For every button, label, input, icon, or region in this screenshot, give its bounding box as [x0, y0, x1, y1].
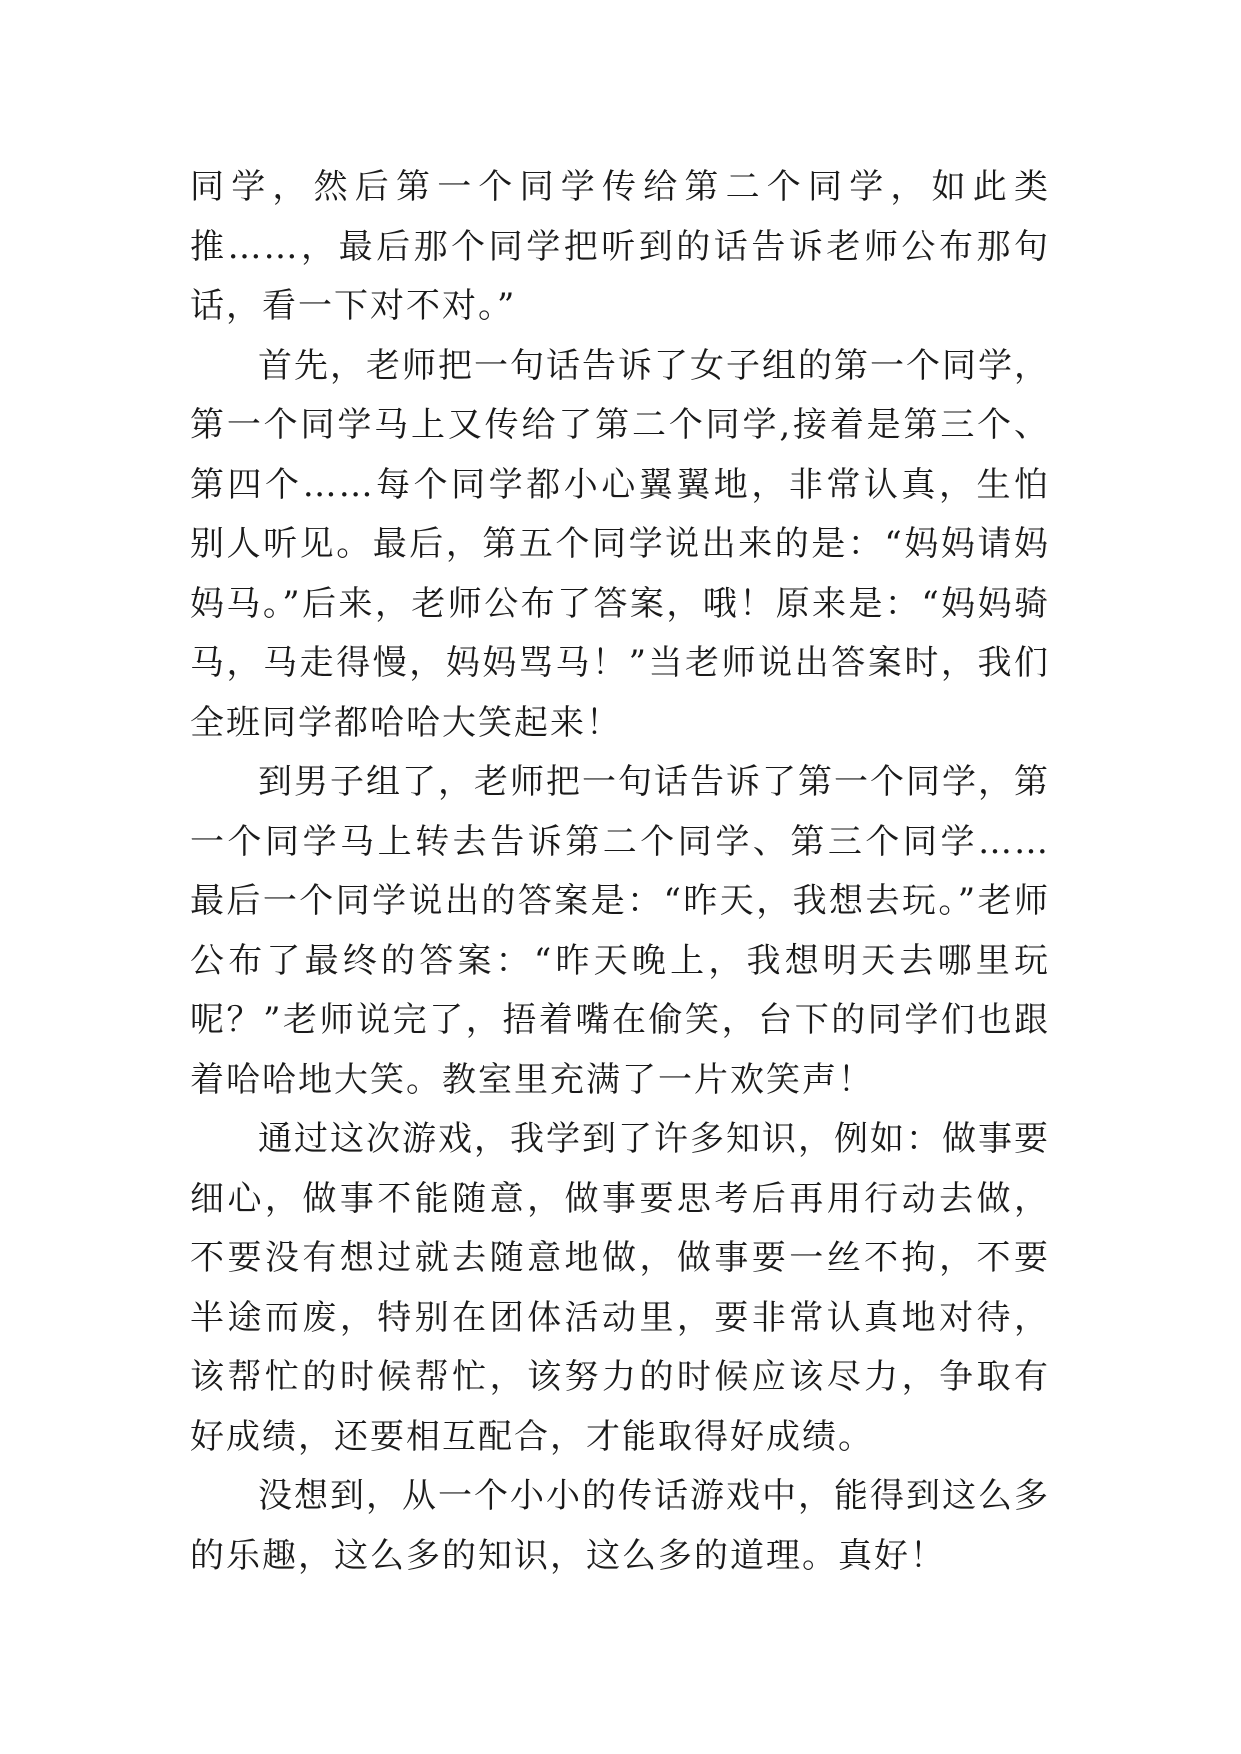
paragraph-conclusion: 没想到，从一个小小的传话游戏中，能得到这么多的乐趣，这么多的知识，这么多的道理。真好！ — [190, 1476, 1050, 1576]
document-body — [190, 158, 1050, 1586]
paragraph-girls-group: 首先，老师把一句话告诉了女子组的第一个同学，第一个同学马上又传给了第二个同学,接着是第三个、第四个……每个同学都小心翼翼地，非常认真，生怕别人听见。最后，第五个同学说出来的是：“妈妈请妈妈马。”后来，老师公布了答案，哦！原来是：“妈妈骑马，马走得慢，妈妈骂马！”当老师说出答案时，我们全班同学都哈哈大笑起来！ — [190, 345, 1050, 743]
paragraph-continuation: 同学，然后第一个同学传给第二个同学，如此类推……，最后那个同学把听到的话告诉老师公布那句话，看一下对不对。” — [190, 167, 1050, 326]
paragraph-lessons: 通过这次游戏，我学到了许多知识，例如：做事要细心，做事不能随意，做事要思考后再用行动去做，不要没有想过就去随意地做，做事要一丝不拘，不要半途而废，特别在团体活动里，要非常认真地对待，该帮忙的时候帮忙，该努力的时候应该尽力，争取有好成绩，还要相互配合，才能取得好成绩。 — [190, 1119, 1050, 1457]
paragraph-boys-group: 到男子组了，老师把一句话告诉了第一个同学，第一个同学马上转去告诉第二个同学、第三个同学……最后一个同学说出的答案是：“昨天，我想去玩。”老师公布了最终的答案：“昨天晚上，我想明天去哪里玩呢？”老师说完了，捂着嘴在偷笑，台下的同学们也跟着哈哈地大笑。教室里充满了一片欢笑声！ — [190, 762, 1050, 1100]
